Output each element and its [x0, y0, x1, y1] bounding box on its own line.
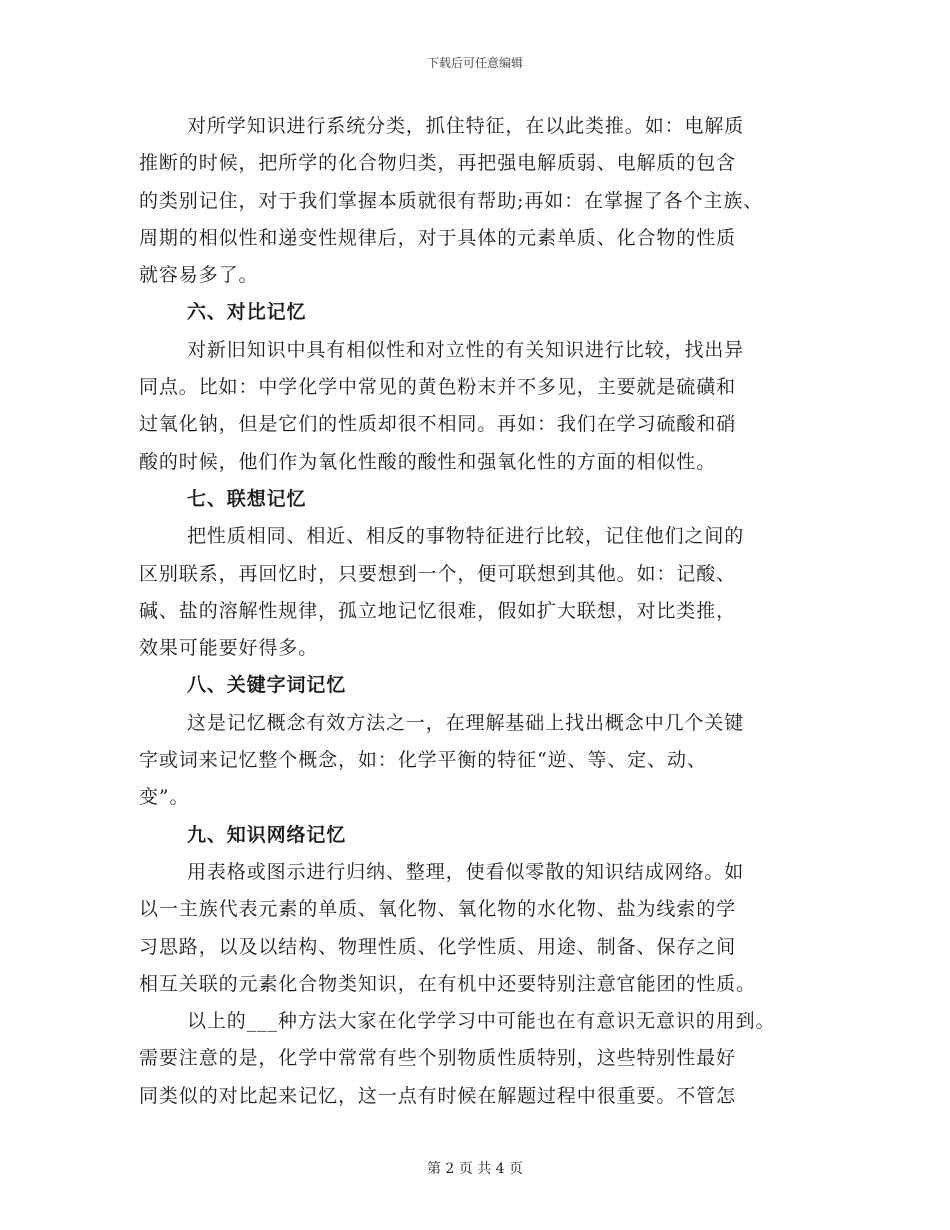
- page-header: 下载后可任意编辑: [426, 56, 523, 70]
- paragraph-line: 酸的时候，他们作为氧化性酸的酸性和强氧化性的方面的相似性。: [139, 450, 717, 473]
- section-heading: 八、关键字词记忆: [187, 674, 347, 697]
- paragraph-line: 效果可能要好得多。: [139, 637, 319, 660]
- paragraph-line: 周期的相似性和递变性规律后，对于具体的元素单质、化合物的性质: [139, 226, 737, 249]
- paragraph-line: 字或词来记忆整个概念，如：化学平衡的特征“逆、等、定、动、: [139, 749, 707, 772]
- document-body: [139, 108, 829, 1115]
- paragraph-line: 相互关联的元素化合物类知识，在有机中还要特别注意官能团的性质。: [139, 972, 756, 995]
- page-footer: 第 2 页 共 4 页: [426, 1161, 524, 1177]
- paragraph-line: 同类似的对比起来记忆，这一点有时候在解题过程中很重要。不管怎: [139, 1084, 737, 1107]
- paragraph-line: 碱、盐的溶解性规律，孤立地记忆很难，假如扩大联想，对比类推，: [139, 599, 737, 622]
- paragraph-line: 对所学知识进行系统分类，抓住特征，在以此类推。如：电解质: [187, 115, 745, 137]
- paragraph-line: 同点。比如：中学化学中常见的黄色粉末并不多见，主要就是硫磺和: [139, 376, 737, 399]
- paragraph-line: 推断的时候，把所学的化合物归类，再把强电解质弱、电解质的包含: [139, 152, 737, 175]
- paragraph-line: 就容易多了。: [139, 264, 259, 287]
- paragraph-line: 过氧化钠，但是它们的性质却很不相同。再如：我们在学习硫酸和硝: [139, 413, 737, 436]
- section-heading: 九、知识网络记忆: [187, 823, 347, 846]
- paragraph-line: 区别联系，再回忆时，只要想到一个，便可联想到其他。如：记酸、: [139, 562, 737, 585]
- paragraph-line: 把性质相同、相近、相反的事物特征进行比较，记住他们之间的: [187, 525, 745, 548]
- paragraph-line: 需要注意的是，化学中常常有些个别物质性质特别，这些特别性最好: [139, 1047, 737, 1070]
- section-heading: 七、联想记忆: [187, 487, 307, 510]
- paragraph-line: 这是记忆概念有效方法之一，在理解基础上找出概念中几个关键: [187, 711, 745, 734]
- paragraph-line: 习思路，以及以结构、物理性质、化学性质、用途、制备、保存之间: [139, 935, 737, 958]
- paragraph-line: 用表格或图示进行归纳、整理，使看似零散的知识结成网络。如: [187, 860, 745, 883]
- paragraph-line: 的类别记住，对于我们掌握本质就很有帮助;再如：在掌握了各个主族、: [139, 189, 764, 212]
- section-heading: 六、对比记忆: [187, 301, 307, 324]
- paragraph-line: 以上的___种方法大家在化学学习中可能也在有意识无意识的用到。: [187, 1010, 776, 1033]
- paragraph-line: 对新旧知识中具有相似性和对立性的有关知识进行比较，找出异: [187, 338, 745, 361]
- paragraph-line: 变”。: [139, 786, 190, 809]
- paragraph-line: 以一主族代表元素的单质、氧化物、氧化物的水化物、盐为线索的学: [139, 898, 737, 921]
